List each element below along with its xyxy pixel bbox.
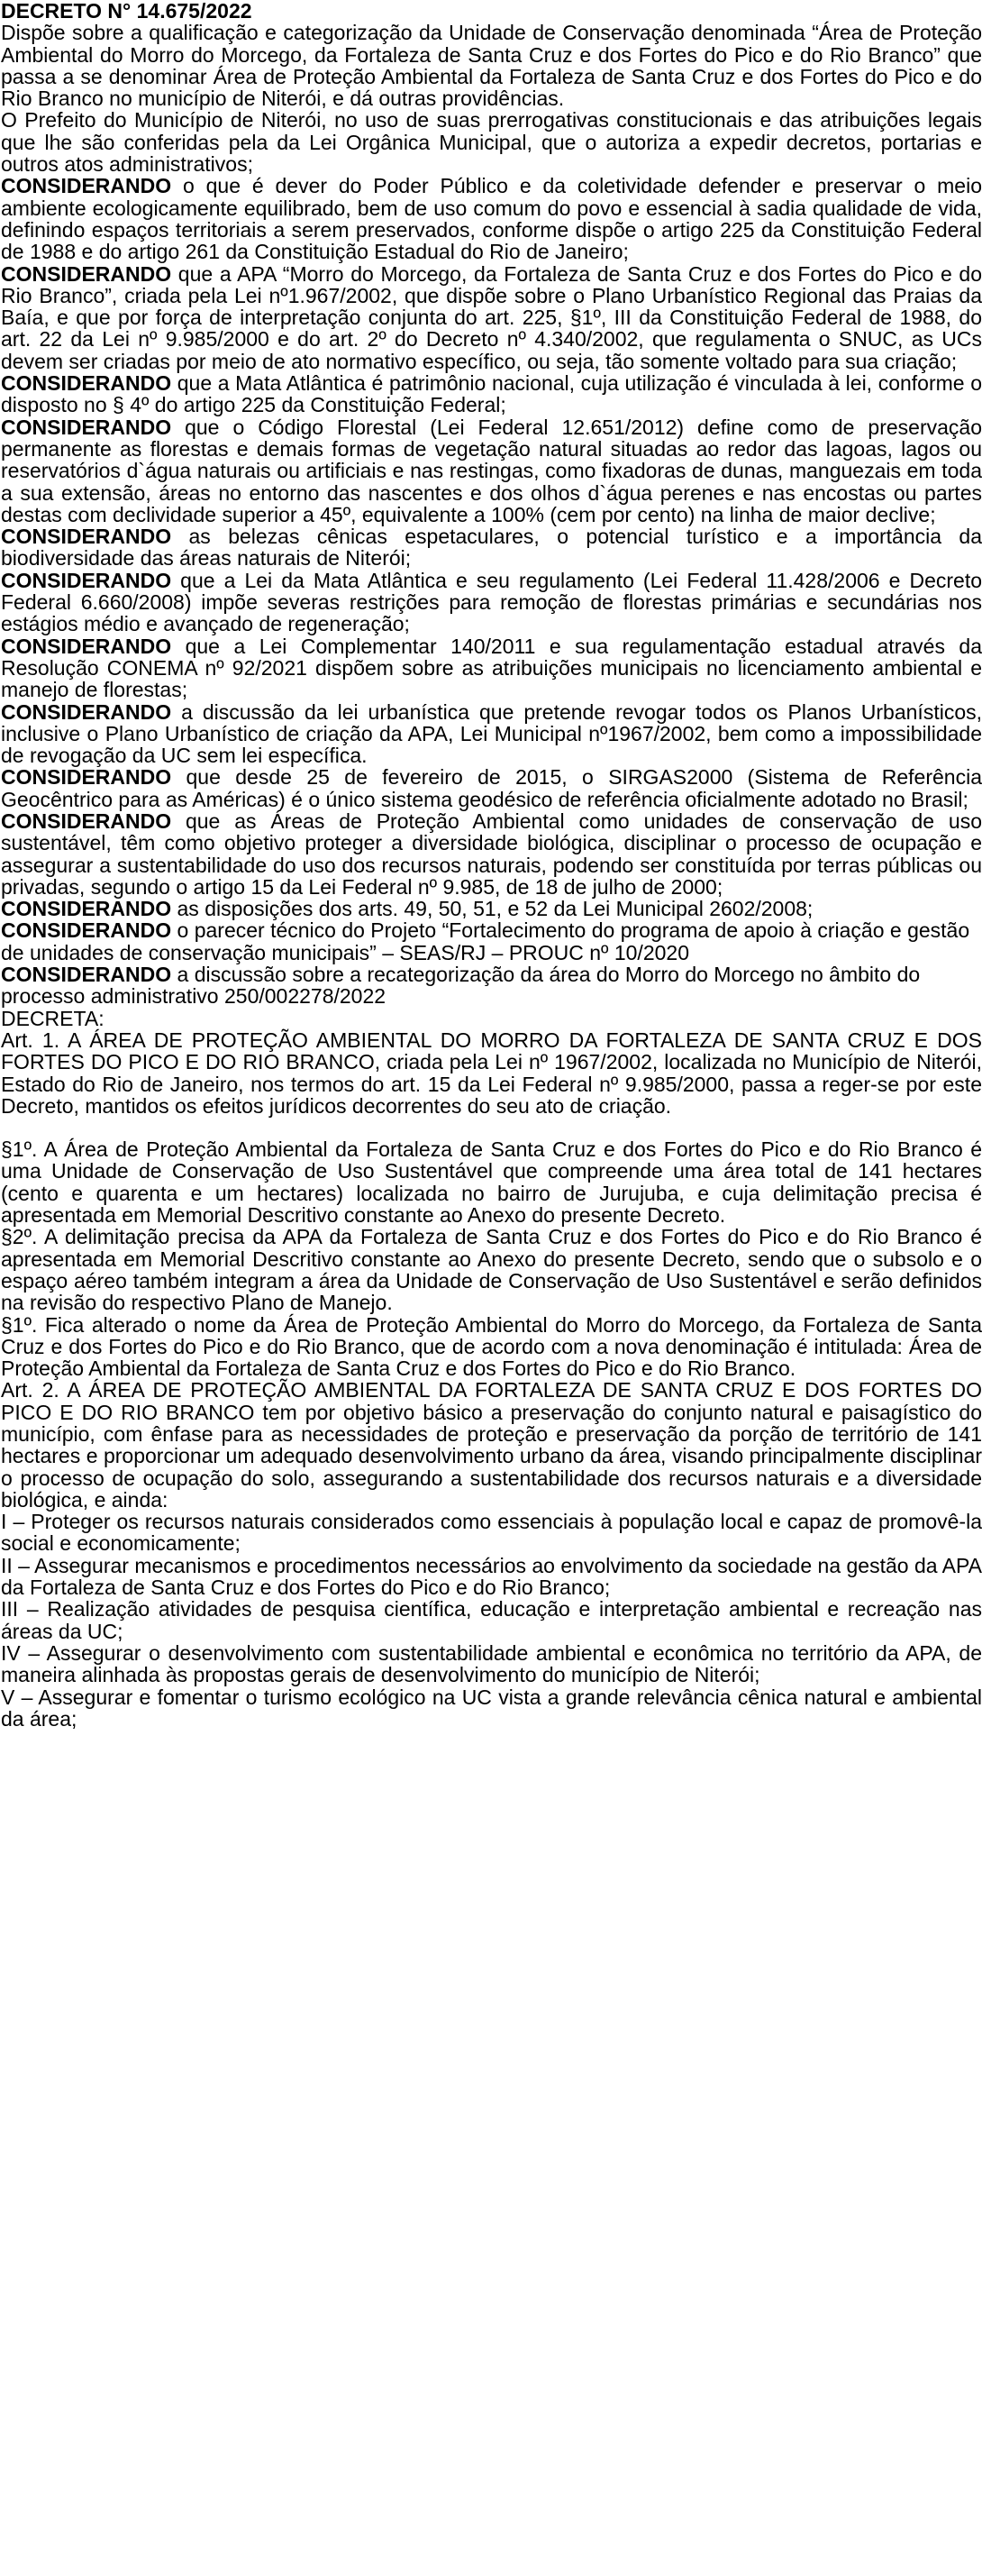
considerando-paragraph bbox=[1, 766, 982, 810]
considerando-paragraph bbox=[1, 263, 982, 372]
considerando-text: a discussão sobre a recategorização da área do Morro do Morcego no âmbito do processo administrativo 250/002278/2022 bbox=[1, 963, 921, 1009]
considerando-paragraph bbox=[1, 570, 982, 635]
considerando-keyword: CONSIDERANDO bbox=[1, 963, 172, 987]
considerando-text: que a APA “Morro do Morcego, da Fortaleza de Santa Cruz e dos Fortes do Pico e do Rio Branco”, criada pela Lei nº1.967/2002, que dispõe sobre o Plano Urbanístico Regional das Praias da Baía, e que por força de interpretação conjunta do art. 225, §1º, III da Constituição Federal de 1988, do art. 22 da Lei nº 9.985/2000 e do art. 2º do Decreto nº 4.340/2002, que regulamenta o SNUC, as UCs devem ser criadas por meio de ato normativo específico, ou seja, tão somente voltado para sua criação; bbox=[1, 261, 982, 373]
considerando-keyword: CONSIDERANDO bbox=[1, 897, 172, 921]
considerando-keyword: CONSIDERANDO bbox=[1, 808, 172, 833]
article-2-item: II – Assegurar mecanismos e procedimentos necessários ao envolvimento da sociedade na gestão da APA da Fortaleza de Santa Cruz e dos Fortes do Pico e do Rio Branco; bbox=[1, 1553, 982, 1600]
considerando-keyword: CONSIDERANDO bbox=[1, 634, 172, 658]
article-1-paragraph-1: §1º. A Área de Proteção Ambiental da Fortaleza de Santa Cruz e dos Fortes do Pico e do Rio Branco é uma Unidade de Conservação de Uso Sustentável que compreende uma área total de 141 hectares (cento e quarenta e um hectares) localizada no bairro de Jurujuba, e cuja delimitação precisa é apresentada em Memorial Descritivo constante ao Anexo do presente Decreto. bbox=[1, 1137, 982, 1228]
considerando-paragraph bbox=[1, 635, 982, 701]
considerando-keyword: CONSIDERANDO bbox=[1, 261, 172, 286]
article-1: Art. 1. A ÁREA DE PROTEÇÃO AMBIENTAL DO MORRO DA FORTALEZA DE SANTA CRUZ E DOS FORTES DO PICO E DO RIO BRANCO, criada pela Lei nº 1967/2002, localizada no Município de Niterói, Estado do Rio de Janeiro, nos termos do art. 15 da Lei Federal nº 9.985/2000, passa a reger-se por este Decreto, mantidos os efeitos jurídicos decorrentes do seu ato de criação. bbox=[1, 1028, 982, 1118]
considerando-paragraph bbox=[1, 919, 982, 964]
considerando-text: que as Áreas de Proteção Ambiental como unidades de conservação de uso sustentável, têm como objetivo proteger a diversidade biológica, disciplinar o processo de ocupação e assegurar a sustentabilidade do uso dos recursos naturais, podendo ser constituída por terras públicas ou privadas, segundo o artigo 15 da Lei Federal nº 9.985, de 18 de julho de 2000; bbox=[1, 808, 982, 899]
considerando-keyword: CONSIDERANDO bbox=[1, 568, 172, 592]
decreta-heading: DECRETA: bbox=[1, 1006, 105, 1030]
considerando-keyword: CONSIDERANDO bbox=[1, 371, 172, 396]
considerando-keyword: CONSIDERANDO bbox=[1, 174, 172, 198]
article-2-item: IV – Assegurar o desenvolvimento com sustentabilidade ambiental e econômica no território da APA, de maneira alinhada às propostas gerais de desenvolvimento do município de Niterói; bbox=[1, 1640, 982, 1687]
considerando-text: que desde 25 de fevereiro de 2015, o SIRGAS2000 (Sistema de Referência Geocêntrico para as Américas) é o único sistema geodésico de referência oficialmente adotado no Brasil; bbox=[1, 765, 982, 811]
considerando-paragraph bbox=[1, 525, 982, 570]
considerando-keyword: CONSIDERANDO bbox=[1, 415, 172, 439]
paragraph-spacer bbox=[1, 1117, 982, 1138]
considerando-paragraph bbox=[1, 810, 982, 898]
considerando-text: o parecer técnico do Projeto “Fortalecimento do programa de apoio à criação e gestão de unidades de conservação municipais” – SEAS/RJ – PROUC nº 10/2020 bbox=[1, 918, 970, 964]
article-2-item: I – Proteger os recursos naturais considerados como essenciais à população local e capaz de promovê-la social e economicamente; bbox=[1, 1510, 982, 1556]
article-2: Art. 2. A ÁREA DE PROTEÇÃO AMBIENTAL DA FORTALEZA DE SANTA CRUZ E DOS FORTES DO PICO E DO RIO BRANCO tem por objetivo básico a preservação do conjunto natural e paisagístico do município, com ênfase para as necessidades de proteção e preservação da porção de território de 141 hectares e proporcionar um adequado desenvolvimento urbano da área, visando principalmente disciplinar o processo de ocupação do solo, assegurando a sustentabilidade dos recursos naturais e a diversidade biológica, e ainda: bbox=[1, 1378, 982, 1512]
considerando-paragraph bbox=[1, 898, 982, 919]
article-1-paragraph-1-rename: §1º. Fica alterado o nome da Área de Proteção Ambiental do Morro do Morcego, da Fortaleza de Santa Cruz e dos Fortes do Pico e do Rio Branco, que de acordo com a nova denominação é intitulada: Área de Proteção Ambiental da Fortaleza de Santa Cruz e dos Fortes do Pico e do Rio Branco. bbox=[1, 1312, 982, 1381]
considerando-text: que a Mata Atlântica é patrimônio nacional, cuja utilização é vinculada à lei, conforme o disposto no § 4º do artigo 225 da Constituição Federal; bbox=[1, 371, 982, 417]
considerando-paragraph bbox=[1, 175, 982, 262]
article-2-item: V – Assegurar e fomentar o turismo ecológico na UC vista a grande relevância cênica natural e ambiental da área; bbox=[1, 1685, 982, 1731]
considerando-text: que a Lei Complementar 140/2011 e sua regulamentação estadual através da Resolução CONEMA nº 92/2021 dispõem sobre as atribuições municipais no licenciamento ambiental e manejo de florestas; bbox=[1, 634, 982, 702]
considerando-text: que a Lei da Mata Atlântica e seu regulamento (Lei Federal 11.428/2006 e Decreto Federal 6.660/2008) impõe severas restrições para remoção de florestas primárias e secundárias nos estágios médio e avançado de regeneração; bbox=[1, 568, 982, 636]
considerando-text: as disposições dos arts. 49, 50, 51, e 52 da Lei Municipal 2602/2008; bbox=[171, 897, 814, 921]
considerando-text: o que é dever do Poder Público e da coletividade defender e preservar o meio ambiente ecologicamente equilibrado, bem de uso comum do povo e essencial à sadia qualidade de vida, definindo espaços territoriais a serem preservados, conforme dispõe o artigo 225 da Constituição Federal de 1988 e do artigo 261 da Constituição Estadual do Rio de Janeiro; bbox=[1, 174, 982, 264]
decree-ementa: Dispõe sobre a qualificação e categorização da Unidade de Conservação denominada “Área de Proteção Ambiental do Morro do Morcego, da Fortaleza de Santa Cruz e dos Fortes do Pico e do Rio Branco” que passa a se denominar Área de Proteção Ambiental da Fortaleza de Santa Cruz e dos Fortes do Pico e do Rio Branco no município de Niterói, e dá outras providências. bbox=[1, 21, 982, 111]
considerando-text: a discussão da lei urbanística que pretende revogar todos os Planos Urbanísticos, inclusive o Plano Urbanístico de criação da APA, Lei Municipal nº1967/2002, bem como a impossibilidade de revogação da UC sem lei específica. bbox=[1, 699, 982, 768]
article-1-paragraph-2: §2º. A delimitação precisa da APA da Fortaleza de Santa Cruz e dos Fortes do Pico e do Rio Branco é apresentada em Memorial Descritivo constante ao Anexo do presente Decreto, sendo que o subsolo e o espaço aéreo também integram a área da Unidade de Conservação de Uso Sustentável e serão definidos na revisão do respectivo Plano de Manejo. bbox=[1, 1225, 982, 1315]
decree-preamble: O Prefeito do Município de Niterói, no uso de suas prerrogativas constitucionais e das atribuições legais que lhe são conferidas pela da Lei Orgânica Municipal, que o autoriza a expedir decretos, portarias e outros atos administrativos; bbox=[1, 108, 982, 177]
decree-title: DECRETO N° 14.675/2022 bbox=[1, 0, 252, 23]
considerando-text: que o Código Florestal (Lei Federal 12.651/2012) define como de preservação permanente as florestas e demais formas de vegetação natural situadas ao redor das lagoas, lagos ou reservatórios d`água naturais ou artificiais e nas restingas, como fixadoras de dunas, manguezais em toda a sua extensão, áreas no entorno das nascentes e dos olhos d`água perenes e nas encostas ou partes destas com declividade superior a 45º, equivalente a 100% (cem por cento) na linha de maior declive; bbox=[1, 415, 982, 526]
considerando-paragraph bbox=[1, 416, 982, 525]
considerando-keyword: CONSIDERANDO bbox=[1, 525, 172, 549]
considerando-text: as belezas cênicas espetaculares, o potencial turístico e a importância da biodiversidade das áreas naturais de Niterói; bbox=[1, 525, 982, 571]
article-2-item: III – Realização atividades de pesquisa científica, educação e interpretação ambiental e recreação nas áreas da UC; bbox=[1, 1597, 982, 1643]
considerando-keyword: CONSIDERANDO bbox=[1, 765, 172, 790]
considerando-paragraph bbox=[1, 701, 982, 767]
considerando-paragraph bbox=[1, 372, 982, 416]
considerando-paragraph bbox=[1, 964, 982, 1008]
considerando-keyword: CONSIDERANDO bbox=[1, 699, 172, 724]
considerando-keyword: CONSIDERANDO bbox=[1, 918, 172, 943]
